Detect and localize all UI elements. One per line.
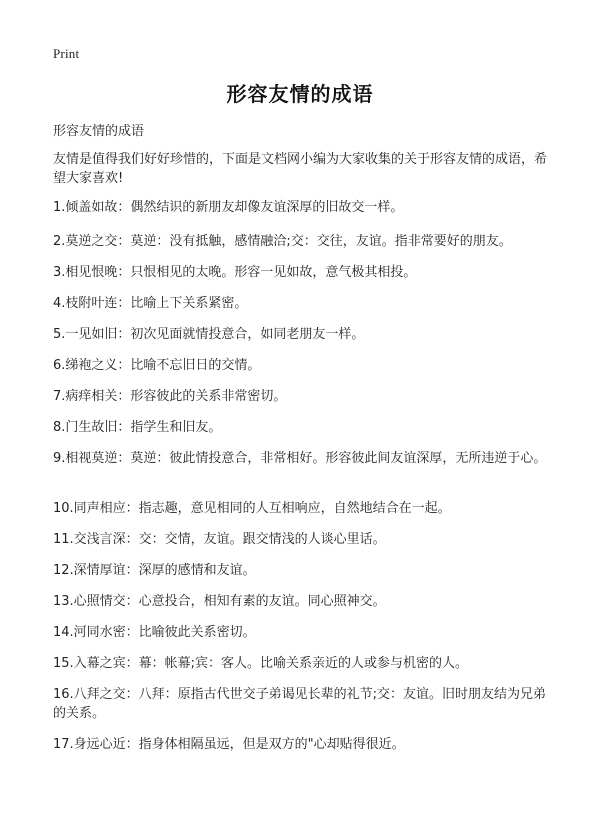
list-item: 2.莫逆之交：莫逆：没有抵触，感情融洽;交：交往，友谊。指非常要好的朋友。: [53, 234, 512, 249]
list-item: 4.枝附叶连：比喻上下关系紧密。: [53, 296, 248, 311]
list-item: 11.交浅言深：交：交情，友谊。跟交情浅的人谈心里话。: [53, 532, 386, 547]
intro-paragraph: 友情是值得我们好好珍惜的，下面是文档网小编为大家收集的关于形容友情的成语，希望大家喜欢!: [53, 152, 548, 186]
print-link[interactable]: Print: [53, 46, 80, 61]
list-item: 13.心照情交：心意投合，相知有素的友谊。同心照神交。: [53, 594, 386, 609]
list-item: 10.同声相应：指志趣，意见相同的人互相响应，自然地结合在一起。: [53, 501, 451, 516]
list-item: 5.一见如旧：初次见面就情投意合，如同老朋友一样。: [53, 327, 365, 342]
document-subtitle: 形容友情的成语: [53, 124, 145, 139]
list-item: 6.绨袍之义：比喻不忘旧日的交情。: [53, 358, 261, 373]
list-item: 17.身远心近：指身体相隔虽远，但是双方的"心却贴得很近。: [53, 737, 405, 752]
list-item: 12.深情厚谊：深厚的感情和友谊。: [53, 563, 256, 578]
list-item: 16.八拜之交：八拜：原指古代世交子弟谒见长辈的礼节;交：友谊。旧时朋友结为兄弟的关系。: [53, 687, 547, 721]
list-item: 15.入幕之宾：幕：帐幕;宾：客人。比喻关系亲近的人或参与机密的人。: [53, 656, 469, 671]
list-item: 9.相视莫逆：莫逆：彼此情投意合，非常相好。形容彼此间友谊深厚，无所违逆于心。: [53, 451, 547, 466]
list-item: 1.倾盖如故：偶然结识的新朋友却像友谊深厚的旧故交一样。: [53, 200, 404, 215]
document-title: 形容友情的成语: [226, 82, 374, 106]
list-item: 8.门生故旧：指学生和旧友。: [53, 420, 222, 435]
list-item: 3.相见恨晚：只恨相见的太晚。形容一见如故，意气极其相投。: [53, 265, 417, 280]
list-item: 14.河同水密：比喻彼此关系密切。: [53, 625, 256, 640]
list-item: 7.病痒相关：形容彼此的关系非常密切。: [53, 389, 287, 404]
